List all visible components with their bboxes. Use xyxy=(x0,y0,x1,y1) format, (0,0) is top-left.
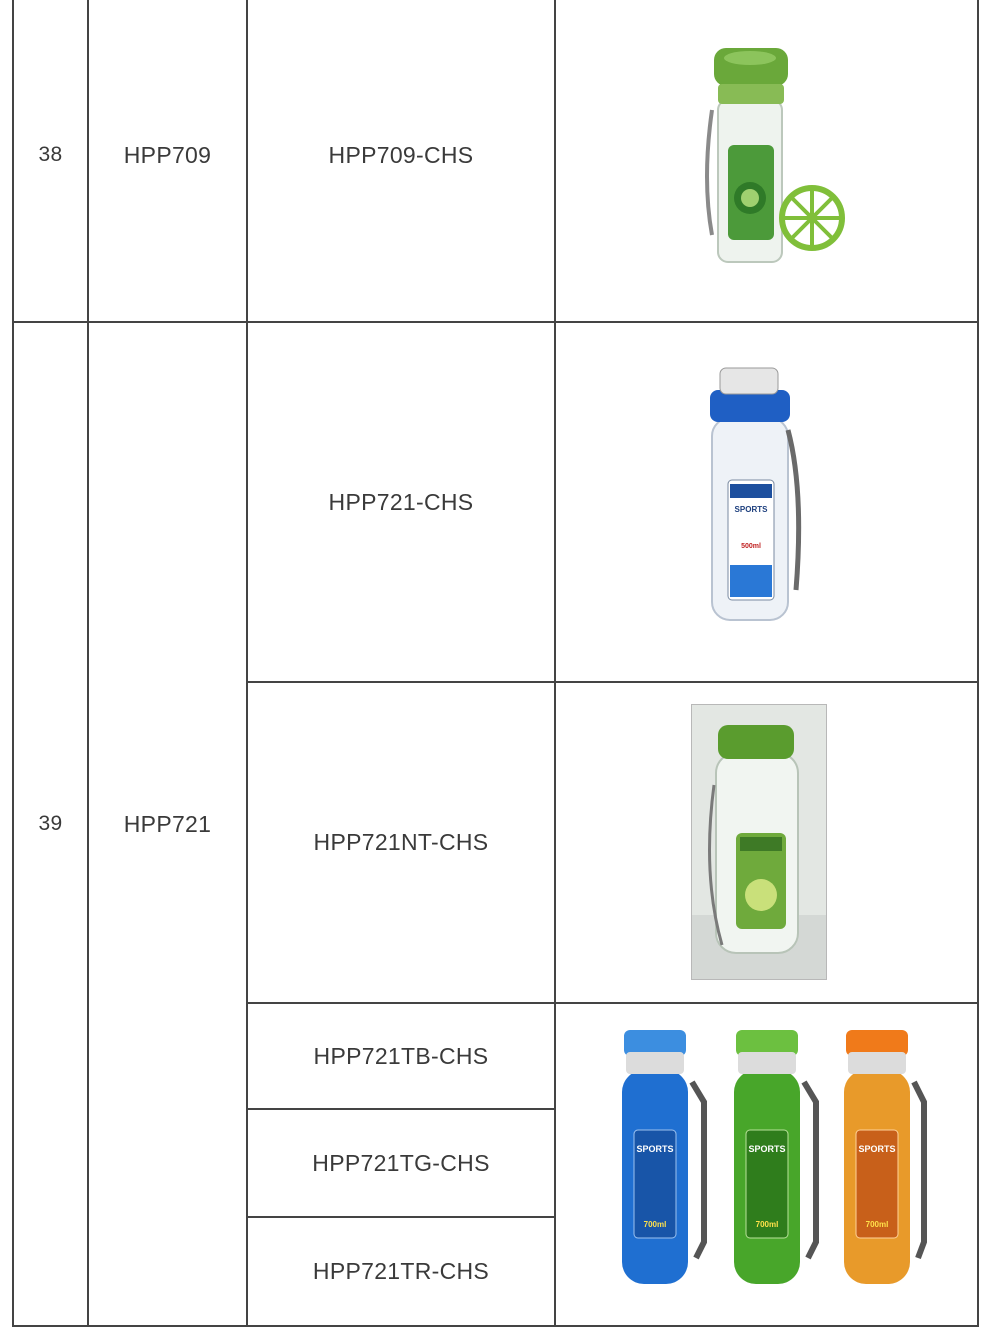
table-border-bottom xyxy=(12,1325,979,1327)
bottle-label-volume: 700ml xyxy=(865,1220,889,1229)
product-code: HPP721TB-CHS xyxy=(313,1042,489,1069)
product-code: HPP721NT-CHS xyxy=(313,829,489,855)
bottle-label-volume: 500ml xyxy=(741,543,761,550)
bottle-label-sports: SPORTS xyxy=(748,1144,786,1154)
bottle-image-hpp721-t-series xyxy=(610,1022,930,1292)
product-code: HPP721TR-CHS xyxy=(312,1258,490,1284)
bottle-label-volume: 700ml xyxy=(643,1220,667,1229)
product-code: HPP721-CHS xyxy=(328,488,474,515)
model-name: HPP709 xyxy=(123,141,212,168)
column-divider-3 xyxy=(554,0,556,1327)
bottle-label-sports: SPORTS xyxy=(636,1144,674,1154)
bottle-label-sports: SPORTS xyxy=(858,1144,896,1154)
bottle-photo-drawing xyxy=(692,705,826,979)
bottle-image-hpp721 xyxy=(700,360,810,630)
product-code: HPP721TG-CHS xyxy=(312,1149,490,1176)
row-number: 38 xyxy=(38,143,63,166)
row-number: 39 xyxy=(38,812,63,835)
bottle-image-hpp709 xyxy=(690,40,860,270)
bottle-photo-hpp721nt xyxy=(691,704,827,980)
bottle-orange xyxy=(844,1030,924,1284)
model-name: HPP721 xyxy=(123,810,212,837)
bottle-label-volume: 700ml xyxy=(755,1220,779,1229)
bottle-blue xyxy=(622,1030,704,1284)
bottle-green xyxy=(734,1030,816,1284)
table-border-right xyxy=(977,0,979,1327)
bottle-label-sports: SPORTS xyxy=(734,505,768,514)
product-code: HPP709-CHS xyxy=(328,141,474,168)
